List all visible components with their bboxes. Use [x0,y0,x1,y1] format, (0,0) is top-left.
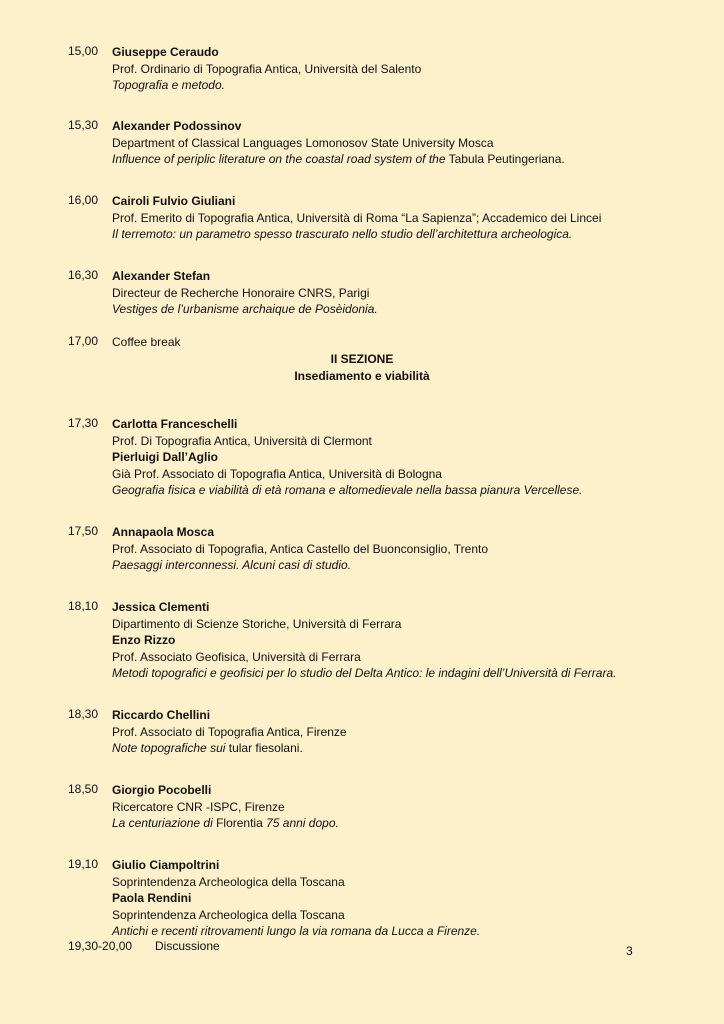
speaker-name: Giorgio Pocobelli [112,783,212,797]
talk-title: Geografia fisica e viabilità di età romana e altomedievale nella bassa pianura Vercellese. [112,483,583,497]
entry-time: 16,30 [68,268,99,282]
speaker-name: Riccardo Chellini [112,708,211,722]
entry-time: 15,00 [68,44,99,58]
talk-title: Vestiges de l’urbanisme archaique de Posèidonia. [112,302,378,316]
talk-title: Antichi e recenti ritrovamenti lungo la via romana da Lucca a Firenze. [112,924,481,938]
talk-title-roman: tular fiesolani. [225,741,303,755]
entry-time: 17,30 [68,416,99,430]
speaker-name: Jessica Clementi [112,600,210,614]
section-title: II SEZIONE [330,352,394,366]
speaker-affiliation: Soprintendenza Archeologica della Toscana [112,907,345,922]
speaker-name: Annapaola Mosca [112,525,215,539]
speaker-affiliation: Prof. Associato di Topografia, Antica Castello del Buonconsiglio, Trento [112,541,489,556]
talk-title [112,151,672,168]
speaker-name: Enzo Rizzo [112,633,176,647]
entry-time: 18,30 [68,707,99,721]
entry-time: 17,00 [68,334,99,348]
speaker-affiliation: Department of Classical Languages Lomonosov State University Mosca [112,135,494,150]
speaker-name: Alexander Podossinov [112,119,242,133]
entry-time: 17,50 [68,524,99,538]
talk-title: Paesaggi interconnessi. Alcuni casi di studio. [112,558,352,572]
speaker-affiliation: Directeur de Recherche Honoraire CNRS, Parigi [112,285,370,300]
speaker-name: Giulio Ciampoltrini [112,858,220,872]
speaker-affiliation: Soprintendenza Archeologica della Toscana [112,874,345,889]
entry-time: 18,50 [68,782,99,796]
speaker-affiliation: Prof. Emerito di Topografia Antica, Università di Roma “La Sapienza”; Accademico dei Lincei [112,210,602,225]
speaker-name: Paola Rendini [112,891,192,905]
speaker-name: Giuseppe Ceraudo [112,45,219,59]
speaker-affiliation: Già Prof. Associato di Topografia Antica, Università di Bologna [112,466,442,481]
talk-title [112,740,672,757]
discussion-time: 19,30-20,00 [68,939,133,953]
speaker-affiliation: Dipartimento di Scienze Storiche, Università di Ferrara [112,616,402,631]
speaker-name: Pierluigi Dall’Aglio [112,450,219,464]
entry-time: 15,30 [68,118,99,132]
discussion-entry [68,938,220,955]
section-heading [0,351,724,384]
coffee-break-label: Coffee break [112,335,181,349]
speaker-name: Alexander Stefan [112,269,211,283]
discussion-label: Discussione [155,939,220,953]
talk-title-italic: La centuriazione di [112,816,213,830]
talk-title [112,815,672,832]
entry-time: 19,10 [68,857,99,871]
talk-title-italic: Note topografiche sui [112,741,226,755]
speaker-affiliation: Prof. Associato di Topografia Antica, Firenze [112,724,347,739]
page-number: 3 [626,944,633,958]
talk-title: Metodi topografici e geofisici per lo studio del Delta Antico: le indagini dell’Università di Ferrara. [112,666,617,680]
talk-title-roman: Tabula Peutingeriana. [445,152,565,166]
speaker-name: Carlotta Franceschelli [112,417,238,431]
talk-title-italic: Influence of periplic literature on the coastal road system of the [112,152,446,166]
entry-time: 18,10 [68,599,99,613]
speaker-affiliation: Prof. Ordinario di Topografia Antica, Università del Salento [112,61,422,76]
talk-title-italic: 75 anni dopo. [262,816,339,830]
talk-title-roman: Florentia [212,816,263,830]
speaker-affiliation: Prof. Di Topografia Antica, Università di Clermont [112,433,372,448]
speaker-name: Cairoli Fulvio Giuliani [112,194,236,208]
talk-title: Topografia e metodo. [112,78,225,92]
speaker-affiliation: Ricercatore CNR -ISPC, Firenze [112,799,285,814]
entry-time: 16,00 [68,193,99,207]
talk-title: Il terremoto: un parametro spesso trascurato nello studio dell’architettura archeologica. [112,227,573,241]
section-subtitle: Insediamento e viabilità [294,368,430,383]
speaker-affiliation: Prof. Associato Geofisica, Università di Ferrara [112,649,361,664]
